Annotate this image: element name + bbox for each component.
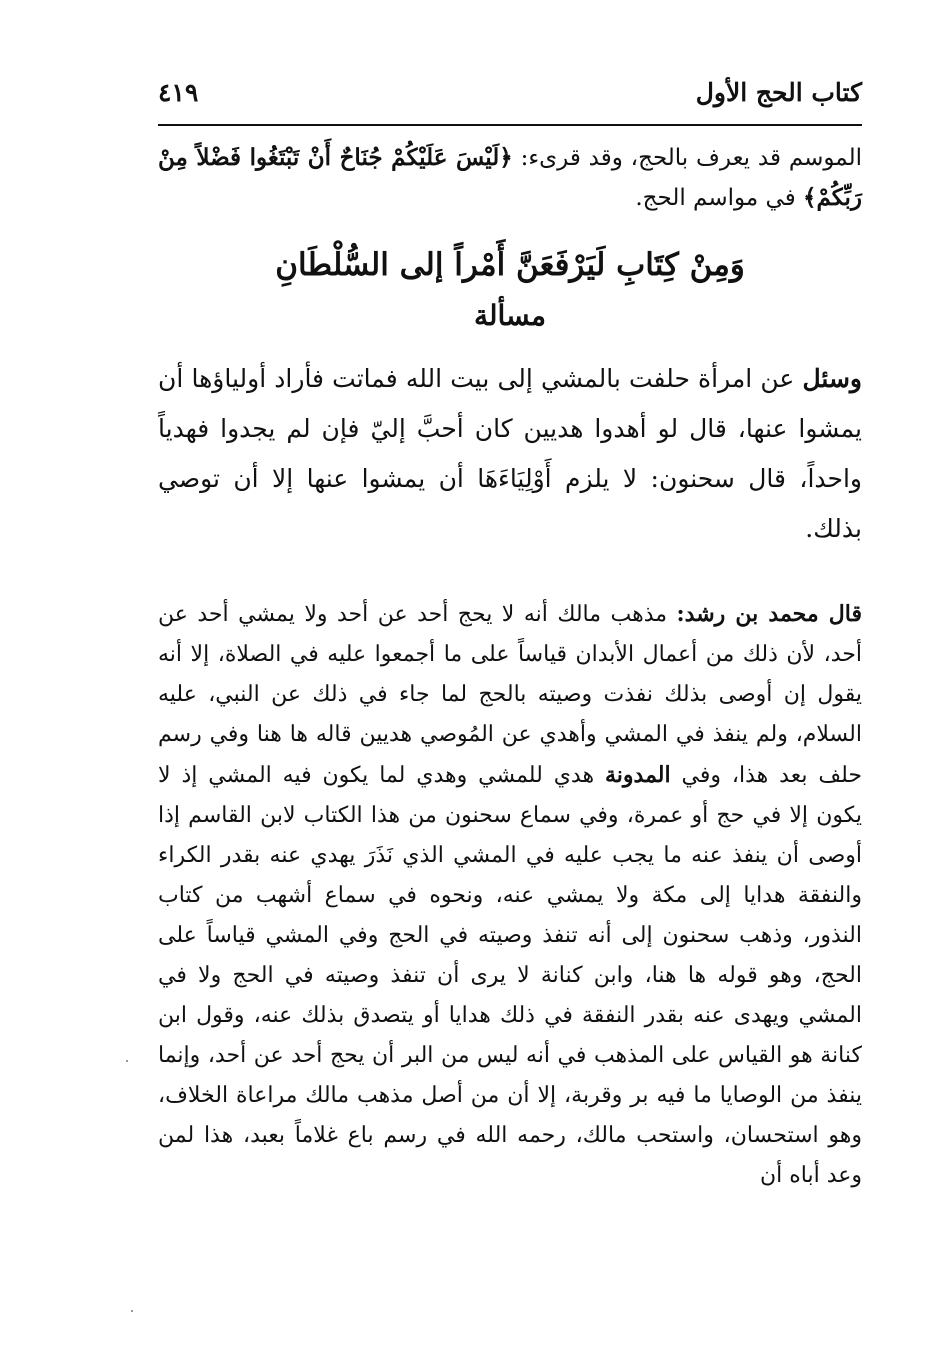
chapter-heading: وَمِنْ كِتَابِ لَيَرْفَعَنَّ أَمْراً إلى السُّلْطَانِ [275, 247, 745, 283]
commentary-text-part2: هدي للمشي وهدي لما يكون فيه المشي إذ لا يكون إلا في حج أو عمرة، وفي سماع سحنون من هذا الكتاب لابن القاسم إذا أوصى أن ينفذ عنه ما يجب عليه في المشي الذي نَذَرَ يهدي عنه بقدر الكراء والنفقة هدايا إلى مكة ولا يمشي عنه، ونحوه في سماع أشهب من كتاب النذور، وذهب سحنون إلى أنه تنفذ وصيته في الحج وفي المشي قياساً على الحج، وهو قوله ها هنا، وابن كنانة لا يرى أن تنفذ وصيته في الحج ولا في المشي ويهدى عنه بقدر النفقة في ذلك هدايا أو يتصدق بذلك عنه، وقول ابن كنانة هو القياس على المذهب في أنه ليس من البر أن يحج أحد عن أحد، وإنما ينفذ من الوصايا ما فيه بر وقربة، إلا أن من أصل مذهب مالك مراعاة الخلاف، وهو استحسان، واستحب مالك، رحمه الله في رسم باع غلاماً بعبد، هذا لمن وعد أباه أن [158, 763, 862, 1188]
page-number: ٤١٩ [158, 78, 199, 107]
question-text: عن امرأة حلفت بالمشي إلى بيت الله فماتت فأراد أولياؤها أن يمشوا عنها، قال لو أهدوا هديين كان أحبَّ إليّ فإن لم يجدوا فهدياً واحداً، قال سحنون: لا يلزم أَوْلِيَاءَهَا أن يمشوا عنها إلا أن توصي بذلك. [158, 364, 862, 543]
intro-paragraph [158, 138, 862, 218]
intro-text-before: الموسم قد يعرف بالحج، وقد قرىء: [512, 145, 862, 171]
masala-heading: مسألة [473, 299, 547, 332]
page-body [158, 138, 862, 1196]
header-divider [158, 124, 862, 126]
running-title: كتاب الحج الأول [695, 78, 862, 107]
question-lead: وسئل [802, 364, 862, 393]
mudawwana-reference: المدونة [604, 762, 671, 788]
scan-speck [126, 1060, 128, 1062]
quran-verse: ﴿لَيْسَ عَلَيْكُمْ جُنَاحٌ أَنْ تَبْتَغُوا فَضْلاً مِنْ رَبِّكُمْ﴾ [158, 144, 862, 211]
question-paragraph [158, 354, 862, 554]
page-header [158, 74, 862, 118]
intro-text-after: في مواسم الحج. [635, 185, 803, 211]
commentary-lead: قال محمد بن رشد: [676, 601, 862, 627]
scan-speck [131, 1310, 133, 1312]
commentary-text-part1: مذهب مالك أنه لا يحج أحد عن أحد ولا يمشي أحد عن أحد، لأن ذلك من أعمال الأبدان قياساً على ما أجمعوا عليه في الصلاة، إلا أنه يقول إن أوصى بذلك نفذت وصيته بالحج لما جاء في ذلك عن النبي، عليه السلام، ولم ينفذ في المشي وأهدي عن المُوصي هديين قاله ها هنا وفي رسم حلف بعد هذا، وفي [158, 602, 862, 788]
commentary-paragraph [158, 594, 862, 1196]
